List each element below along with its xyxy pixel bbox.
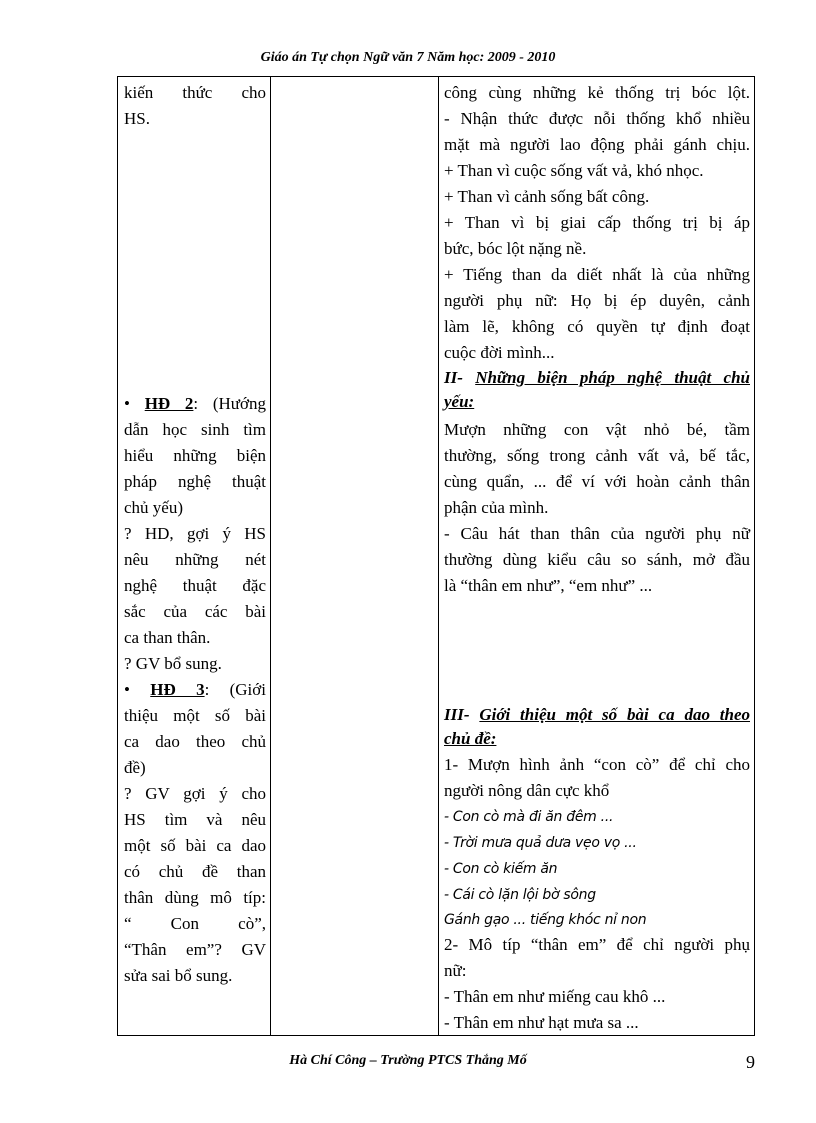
section-2-title-text: Những biện pháp nghệ thuật chủ	[475, 368, 750, 387]
left-line: ca dao theo chủ	[124, 732, 266, 751]
poem-line: - Con cò kiếm ăn	[444, 861, 558, 877]
left-line: “ Con cò”,	[124, 914, 266, 933]
right-line: làm lẽ, không có quyền tự định đoạt	[444, 317, 750, 336]
left-line: có chủ đề than	[124, 862, 266, 881]
left-line: kiến thức cho	[124, 83, 266, 102]
bullet: •	[124, 394, 130, 413]
lesson-table	[117, 76, 755, 1036]
left-line: ca than thân.	[124, 628, 211, 647]
left-line: một số bài ca dao	[124, 836, 266, 855]
left-line: pháp nghệ thuật	[124, 472, 266, 491]
right-line: thường dùng kiểu câu so sánh, mở đầu	[444, 550, 750, 569]
right-line: phận của mình.	[444, 498, 549, 517]
right-line: công cùng những kẻ thống trị bóc lột.	[444, 83, 750, 102]
right-line: mặt mà người lao động phải gánh chịu.	[444, 135, 750, 154]
right-line: + Than vì cảnh sống bất công.	[444, 187, 650, 206]
left-line: ? GV bổ sung.	[124, 654, 222, 673]
poem-line: Gánh gạo ... tiếng khóc nỉ non	[444, 912, 647, 928]
right-line: + Tiếng than da diết nhất là của những	[444, 265, 750, 284]
page-footer: Hà Chí Công – Trường PTCS Thắng Mố	[289, 1053, 527, 1068]
poem-line: - Trời mưa quả dưa vẹo vọ ...	[444, 835, 637, 851]
right-line: cuộc đời mình...	[444, 343, 555, 362]
right-line: 2- Mô típ “thân em” để chỉ người phụ	[444, 935, 750, 954]
left-line: sắc của các bài	[124, 602, 266, 621]
section-3-title-cont	[444, 727, 750, 751]
poem-line: - Con cò mà đi ăn đêm ...	[444, 809, 614, 825]
section-2-title	[444, 366, 750, 390]
right-line: bức, bóc lột nặng nề.	[444, 239, 587, 258]
right-line: - Câu hát than thân của người phụ nữ	[444, 524, 750, 543]
page-number: 9	[746, 1052, 755, 1072]
right-line: thường, sống trong cảnh vất vả, bế tắc,	[444, 446, 750, 465]
page-header: Giáo án Tự chọn Ngữ văn 7 Năm học: 2009 - 2010	[260, 50, 556, 65]
section-2-title-text: yếu:	[444, 392, 475, 411]
left-line: chủ yếu)	[124, 498, 184, 517]
right-line: người nông dân cực khổ	[444, 781, 610, 800]
left-line: “Thân em”? GV	[124, 940, 266, 959]
right-line: - Thân em như miếng cau khô ...	[444, 987, 666, 1006]
section-3-title-text: chủ đề:	[444, 729, 497, 748]
hd3-label: HĐ 3	[150, 680, 205, 699]
middle-column	[271, 77, 439, 1035]
section-3-title-text: Giới thiệu một số bài ca dao theo	[479, 705, 750, 724]
section-3-number: III-	[444, 705, 470, 724]
right-line: là “thân em như”, “em như” ...	[444, 576, 653, 595]
left-line: thiệu một số bài	[124, 706, 266, 725]
content-column	[439, 77, 755, 1035]
hd2-label: HĐ 2	[144, 394, 194, 413]
right-line: + Than vì cuộc sống vất vả, khó nhọc.	[444, 161, 704, 180]
left-line: dẫn học sinh tìm	[124, 420, 266, 439]
hd3-rest: : (Giới	[204, 680, 266, 699]
right-line: cùng quẩn, ... để ví với hoàn cảnh thân	[444, 472, 750, 491]
hd3-heading	[124, 678, 266, 702]
left-line: HS tìm và nêu	[124, 810, 266, 829]
right-line: + Than vì bị giai cấp thống trị bị áp	[444, 213, 750, 232]
left-line: thân dùng mô típ:	[124, 888, 266, 907]
left-line: đề)	[124, 758, 146, 777]
poem-line: - Cái cò lặn lội bờ sông	[444, 887, 596, 903]
right-line: - Nhận thức được nỗi thống khổ nhiều	[444, 109, 750, 128]
right-line: nữ:	[444, 961, 467, 980]
left-line: sửa sai bổ sung.	[124, 966, 233, 985]
hd2-rest: : (Hướng	[193, 394, 267, 413]
activity-column	[118, 77, 271, 1035]
left-line: hiểu những biện	[124, 446, 266, 465]
left-line: ? HD, gợi ý HS	[124, 524, 266, 543]
left-line: HS.	[124, 109, 150, 128]
bullet: •	[124, 680, 130, 699]
section-2-title-cont	[444, 390, 750, 414]
right-line: 1- Mượn hình ảnh “con cò” để chỉ cho	[444, 755, 750, 774]
right-line: Mượn những con vật nhỏ bé, tầm	[444, 420, 750, 439]
right-line: người phụ nữ: Họ bị ép duyên, cảnh	[444, 291, 750, 310]
left-line: nêu những nét	[124, 550, 266, 569]
left-line: ? GV gợi ý cho	[124, 784, 266, 803]
hd2-heading	[124, 392, 266, 416]
left-line: nghệ thuật đặc	[124, 576, 266, 595]
section-2-number: II-	[444, 368, 463, 387]
right-line: - Thân em như hạt mưa sa ...	[444, 1013, 639, 1032]
section-3-title	[444, 703, 750, 727]
